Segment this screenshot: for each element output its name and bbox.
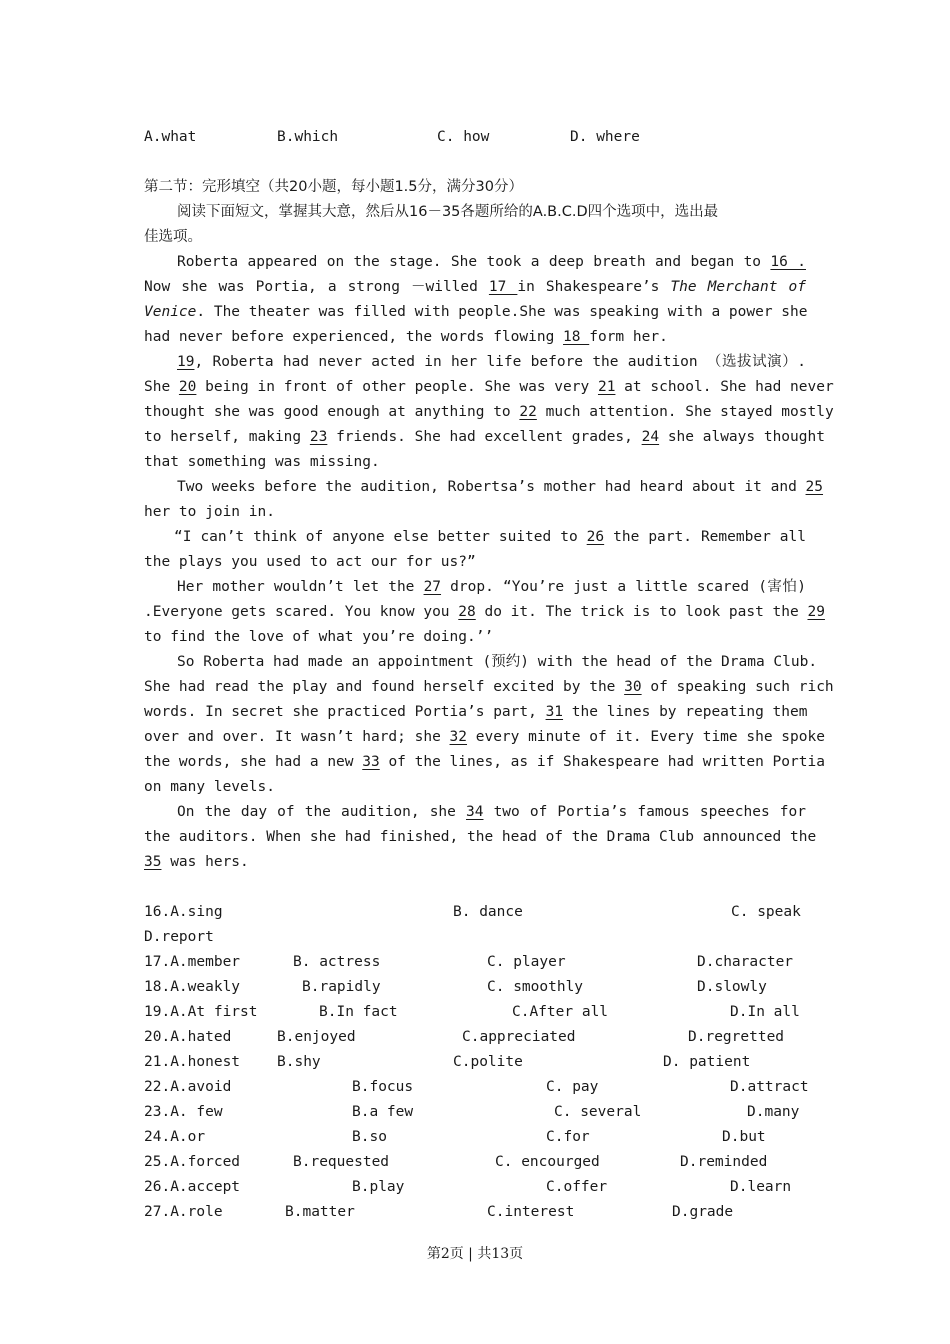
passage-line: So Roberta had made an appointment (预约) with the head of the Drama Club. [177,654,818,670]
question-option-b: B.In fact [319,1004,398,1020]
question-option-a: 23.A. few [144,1104,223,1120]
question-option-c: C. player [487,954,566,970]
prev-option-a: A.what [144,129,197,145]
question-option-d: D.but [722,1129,766,1145]
question-option-b: B.play [352,1179,405,1195]
passage-line: over and over. It wasn’t hard; she 32 every minute of it. Every time she spoke [144,729,825,745]
blank-21: 21 [597,379,616,395]
instruction-line-1: 阅读下面短文，掌握其大意，然后从16－35各题所给的A.B.C.D四个选项中，选出最 [177,204,719,220]
question-option-b: B.focus [352,1079,414,1095]
blank-30: 30 [624,679,642,695]
question-option-b: B.a few [352,1104,414,1120]
passage-line: Roberta appeared on the stage. She took a deep breath and began to 16 . [177,254,806,270]
passage-line: thought she was good enough at anything to 22 much attention. She stayed mostly [144,404,834,420]
question-option-a: 19.A.At first [144,1004,258,1020]
blank-24: 24 [641,429,660,445]
passage-line: the auditors. When she had finished, the head of the Drama Club announced the [144,829,817,845]
passage-line: Venice. The theater was filled with people.She was speaking with a power she [144,304,808,320]
blank-33: 33 [362,754,380,770]
question-option-c: C. encourged [495,1154,600,1170]
question-16-option-d: D.report [144,929,214,945]
blank-19: 19 [177,354,195,370]
question-option-c: C.offer [546,1179,608,1195]
passage-line: words. In secret she practiced Portia’s part, 31 the lines by repeating them [144,704,808,720]
question-option-b: B.requested [293,1154,390,1170]
blank-23: 23 [309,429,328,445]
passage-line: “I can’t think of anyone else better suited to 26 the part. Remember all [174,529,806,545]
passage-line: to herself, making 23 friends. She had excellent grades, 24 she always thought [144,429,825,445]
question-16-option-b: B. dance [453,904,523,920]
passage-line: the words, she had a new 33 of the lines, as if Shakespeare had written Portia [144,754,825,770]
blank-18: 18 [563,329,590,345]
play-title: The Merchant of [670,279,806,295]
question-option-c: C. several [554,1104,642,1120]
blank-35: 35 [144,854,162,870]
question-option-a: 21.A.honest [144,1054,241,1070]
question-option-d: D.learn [730,1179,792,1195]
question-option-d: D. patient [663,1054,751,1070]
blank-29: 29 [807,604,825,620]
question-option-c: C. pay [546,1079,599,1095]
passage-line: on many levels. [144,779,275,795]
question-option-a: 26.A.accept [144,1179,241,1195]
question-option-a: 25.A.forced [144,1154,241,1170]
question-option-d: D.many [747,1104,800,1120]
passage-line: that something was missing. [144,454,380,470]
question-option-c: C.interest [487,1204,575,1220]
blank-26: 26 [586,529,605,545]
blank-27: 27 [423,579,442,595]
blank-32: 32 [449,729,468,745]
page-footer: 第2页 | 共13页 [426,1246,524,1262]
passage-line: On the day of the audition, she 34 two of Portia’s famous speeches for [177,804,806,820]
blank-17: 17 [488,279,518,295]
blank-16: 16 . [770,254,806,270]
question-option-d: D.grade [672,1204,734,1220]
passage-line: Now she was Portia, a strong －willed 17 in Shakespeare’s The Merchant of [144,279,806,295]
passage-line: She 20 being in front of other people. She was very 21 at school. She had never [144,379,834,395]
question-option-c: C.appreciated [462,1029,576,1045]
question-option-a: 17.A.member [144,954,241,970]
question-option-d: D.regretted [688,1029,785,1045]
blank-22: 22 [519,404,537,420]
question-option-a: 22.A.avoid [144,1079,232,1095]
passage-line: She had read the play and found herself excited by the 30 of speaking such rich [144,679,834,695]
question-option-b: B. actress [293,954,381,970]
passage-line: the plays you used to act our for us?” [144,554,476,570]
question-option-c: C. smoothly [487,979,584,995]
question-option-b: B.rapidly [302,979,381,995]
blank-25: 25 [805,479,824,495]
passage-line: Two weeks before the audition, Robertsa’s mother had heard about it and 25 [177,479,824,495]
question-option-a: 27.A.role [144,1204,223,1220]
passage-line: Her mother wouldn’t let the 27 drop. “You’re just a little scared (害怕) [177,579,807,595]
question-option-a: 20.A.hated [144,1029,232,1045]
prev-option-c: C. how [437,129,490,145]
question-option-a: 24.A.or [144,1129,206,1145]
blank-31: 31 [545,704,564,720]
passage-line: to find the love of what you’re doing.’’ [144,629,494,645]
question-option-a: 18.A.weakly [144,979,241,995]
passage-line: 35 was hers. [144,854,249,870]
question-16-option-c: C. speak [731,904,801,920]
question-option-d: D.attract [730,1079,809,1095]
section-heading: 第二节：完形填空（共20小题，每小题1.5分，满分30分） [144,179,523,195]
question-option-d: D.slowly [697,979,767,995]
question-option-b: B.matter [285,1204,355,1220]
question-option-d: D.character [697,954,794,970]
question-option-b: B.shy [277,1054,321,1070]
question-option-c: C.for [546,1129,590,1145]
prev-option-d: D. where [570,129,640,145]
play-title: Venice [144,304,197,320]
question-option-c: C.polite [453,1054,523,1070]
question-option-d: D.reminded [680,1154,768,1170]
blank-34: 34 [466,804,484,820]
question-option-b: B.enjoyed [277,1029,356,1045]
blank-28: 28 [458,604,476,620]
passage-line: .Everyone gets scared. You know you 28 do it. The trick is to look past the 29 [144,604,825,620]
question-option-b: B.so [352,1129,387,1145]
question-16-option-a: 16.A.sing [144,904,223,920]
passage-line: her to join in. [144,504,275,520]
passage-line: had never before experienced, the words flowing 18 form her. [144,329,668,345]
passage-line: 19, Roberta had never acted in her life before the audition （选拔试演）. [177,354,806,370]
instruction-line-2: 佳选项。 [144,229,202,245]
blank-20: 20 [178,379,197,395]
question-option-d: D.In all [730,1004,800,1020]
prev-option-b: B.which [277,129,339,145]
question-option-c: C.After all [512,1004,609,1020]
